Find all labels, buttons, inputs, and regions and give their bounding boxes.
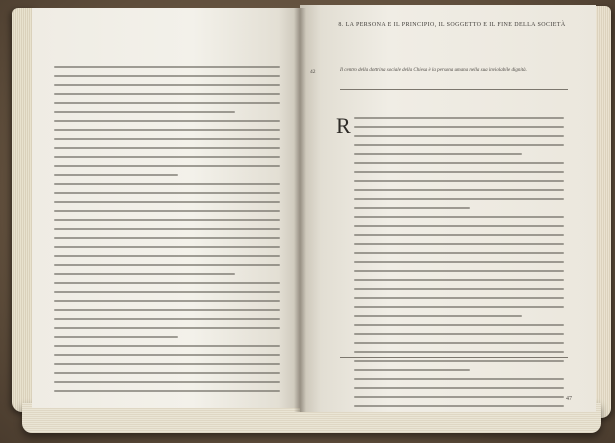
text-line (354, 126, 564, 128)
text-line (354, 252, 564, 254)
text-line (354, 387, 564, 389)
text-line (54, 354, 280, 356)
text-line (54, 147, 280, 149)
marginal-number: 42 (310, 69, 316, 75)
text-line (54, 318, 280, 320)
text-line (354, 180, 564, 182)
text-line (354, 333, 564, 335)
text-line (354, 198, 564, 200)
text-line (354, 117, 564, 119)
left-page (32, 8, 300, 408)
text-line (54, 372, 280, 374)
text-line (54, 84, 280, 86)
text-line (54, 228, 280, 230)
text-line (54, 273, 235, 275)
text-line (54, 75, 280, 77)
text-line (354, 171, 564, 173)
text-line (354, 297, 564, 299)
text-line (54, 300, 280, 302)
text-line (354, 369, 470, 371)
text-line (54, 165, 280, 167)
text-line (354, 189, 564, 191)
text-line (354, 216, 564, 218)
text-line (354, 351, 564, 353)
text-line (54, 336, 178, 338)
text-line (54, 201, 280, 203)
text-line (54, 327, 280, 329)
text-line (354, 396, 564, 398)
text-line (354, 315, 522, 317)
text-line (354, 135, 564, 137)
text-line (354, 342, 564, 344)
text-line (354, 261, 564, 263)
text-line (54, 246, 280, 248)
text-line (354, 360, 564, 362)
text-line (54, 219, 280, 221)
text-line (54, 120, 280, 122)
text-line (354, 144, 564, 146)
text-line (54, 291, 280, 293)
text-line (354, 270, 564, 272)
text-line (354, 243, 564, 245)
text-line (354, 225, 564, 227)
text-line (54, 192, 280, 194)
book-gutter (294, 8, 306, 412)
running-head: 8. LA PERSONA E IL PRINCIPIO, IL SOGGETTO E IL FINE DELLA SOCIETÀ (338, 22, 566, 28)
text-line (354, 405, 564, 407)
text-line (54, 255, 280, 257)
text-line (54, 111, 235, 113)
text-line (354, 288, 564, 290)
bottom-rule (340, 357, 568, 358)
text-line (354, 162, 564, 164)
drop-cap: R (336, 113, 351, 138)
text-line (54, 129, 280, 131)
text-line (54, 210, 280, 212)
text-line (54, 174, 178, 176)
text-line (54, 102, 280, 104)
text-line (354, 324, 564, 326)
text-line (54, 309, 280, 311)
marginal-note: Il centro della dottrina sociale della Chiesa è la persona umana nella sua inviolabile dignità. (340, 68, 527, 73)
text-line (54, 66, 280, 68)
text-line (54, 381, 280, 383)
right-page-body-text (354, 117, 564, 414)
text-line (54, 390, 280, 392)
text-line (354, 207, 470, 209)
text-line (354, 306, 564, 308)
left-page-body-text (54, 66, 280, 399)
text-line (54, 156, 280, 158)
text-line (54, 183, 280, 185)
page-number: 47 (566, 396, 572, 402)
text-line (354, 378, 564, 380)
text-line (54, 138, 280, 140)
text-line (354, 153, 522, 155)
text-line (54, 363, 280, 365)
text-line (54, 345, 280, 347)
text-line (54, 282, 280, 284)
text-line (54, 237, 280, 239)
text-line (54, 264, 280, 266)
note-rule (340, 89, 568, 90)
right-page (300, 5, 596, 412)
text-line (354, 279, 564, 281)
text-line (54, 93, 280, 95)
text-line (354, 234, 564, 236)
